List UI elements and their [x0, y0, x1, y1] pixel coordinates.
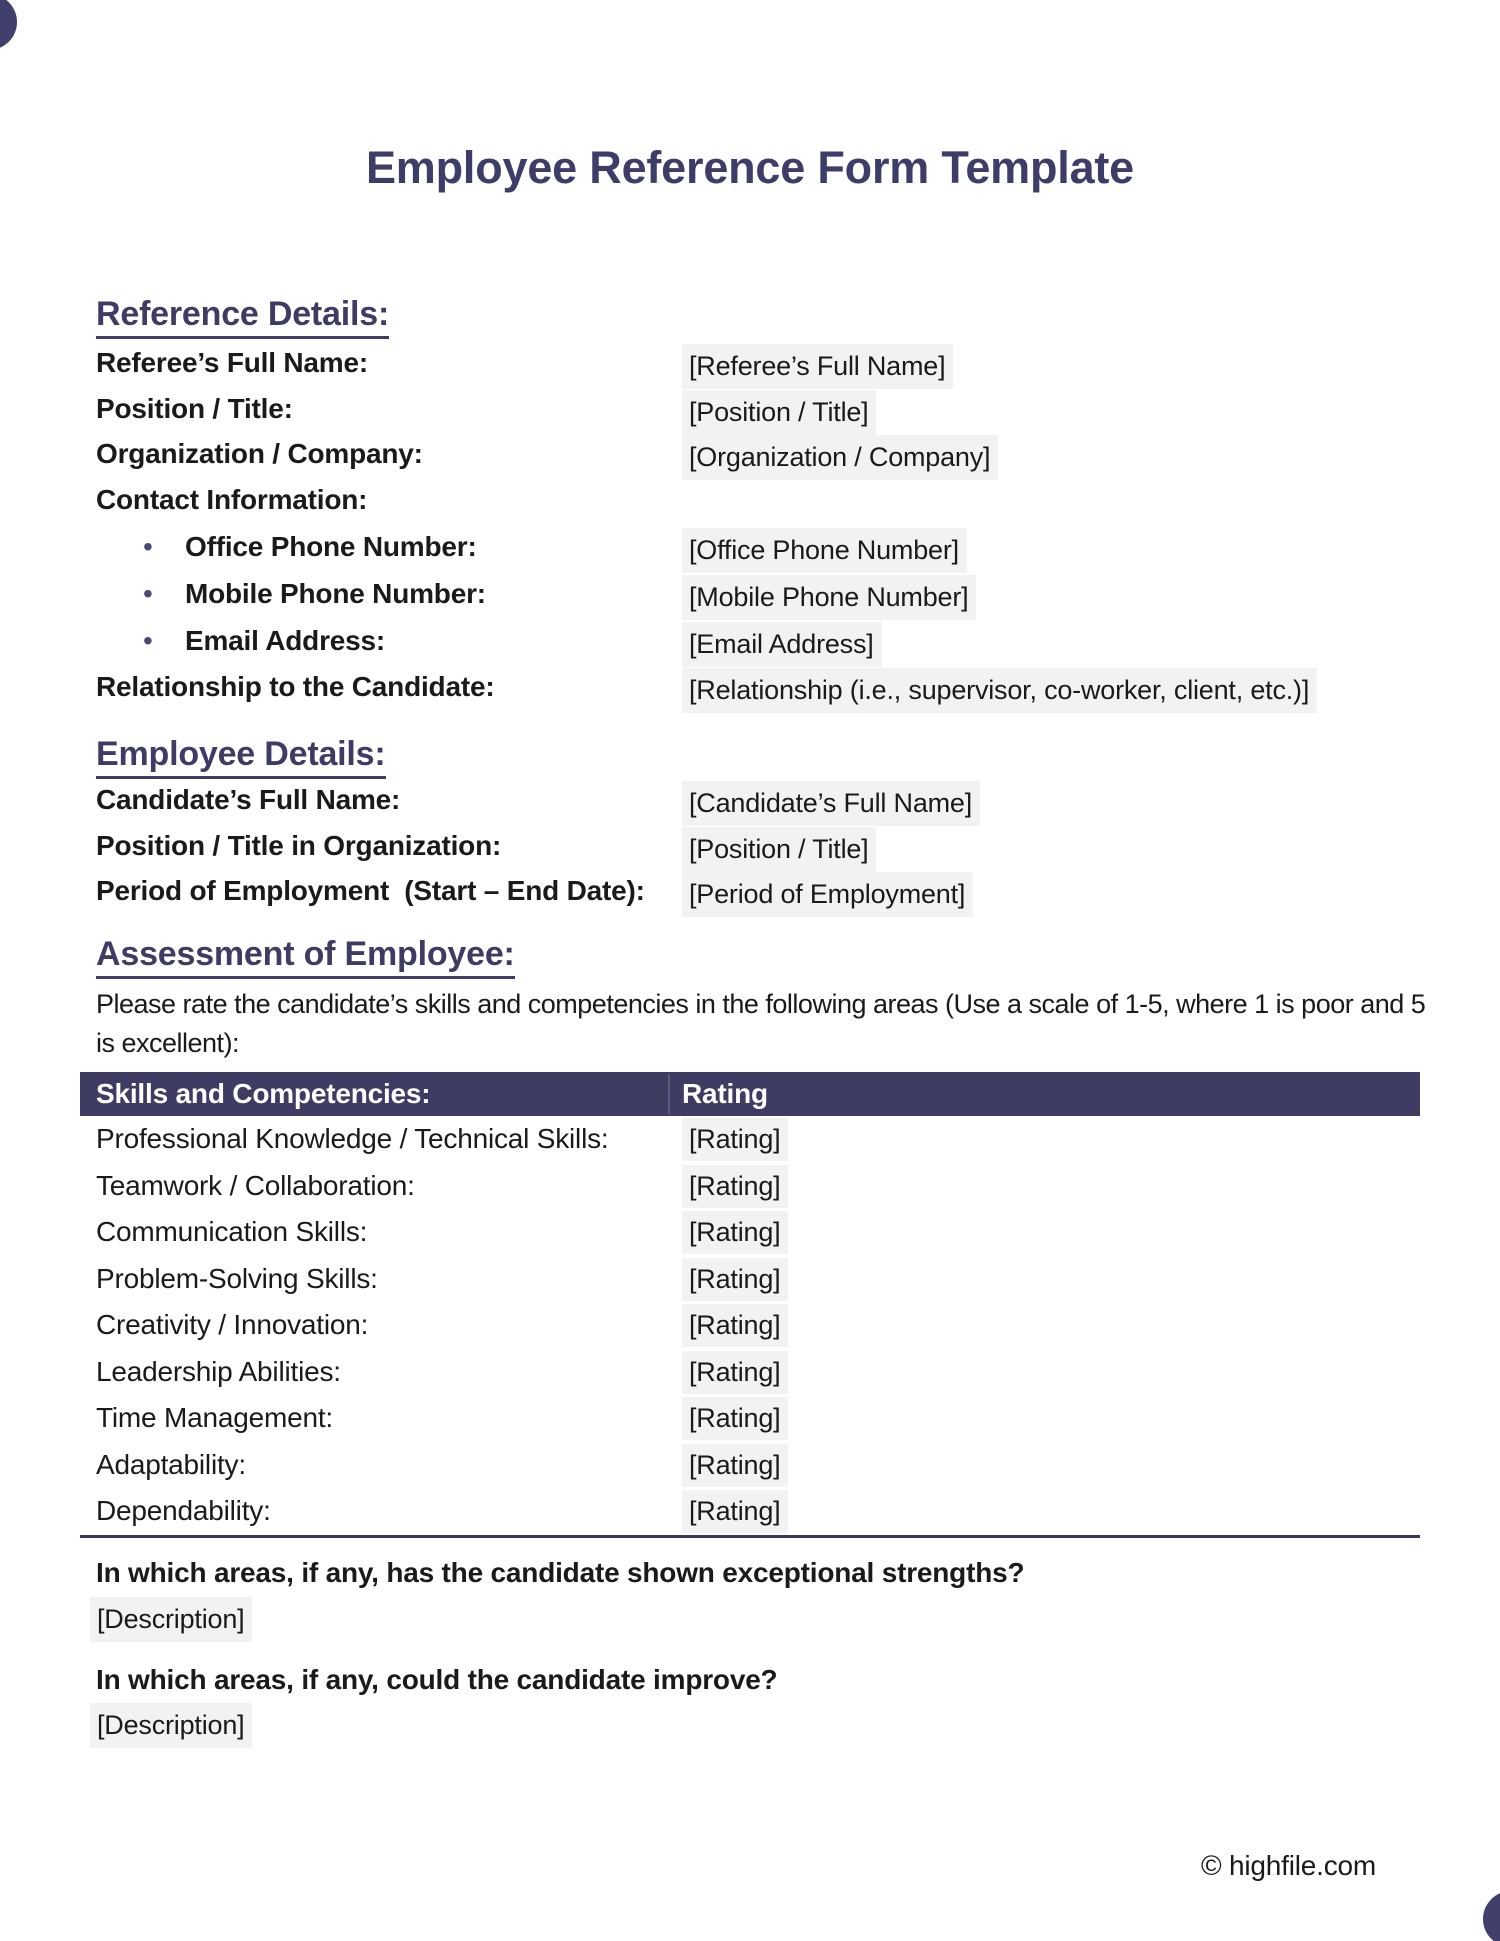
- description-placeholder[interactable]: [Description]: [90, 1597, 252, 1642]
- skill-label: Professional Knowledge / Technical Skills:: [96, 1123, 609, 1154]
- field-row-mobile-phone: [96, 575, 1440, 613]
- relationship-placeholder[interactable]: [Relationship (i.e., supervisor, co-worker, client, etc.)]: [682, 668, 1317, 713]
- rating-placeholder[interactable]: [Rating]: [682, 1258, 788, 1301]
- rating-placeholder[interactable]: [Rating]: [682, 1118, 788, 1161]
- rating-placeholder[interactable]: [Rating]: [682, 1351, 788, 1394]
- employment-period-placeholder[interactable]: [Period of Employment]: [682, 872, 973, 917]
- field-row-candidate-position: [96, 827, 1440, 865]
- rating-placeholder[interactable]: [Rating]: [682, 1211, 788, 1254]
- rating-placeholder[interactable]: [Rating]: [682, 1490, 788, 1533]
- copyright-credit: © highfile.com: [1200, 1850, 1376, 1881]
- bullet-icon: •: [143, 625, 153, 656]
- referee-name-placeholder[interactable]: [Referee’s Full Name]: [682, 344, 953, 389]
- skill-label: Adaptability:: [96, 1448, 246, 1480]
- candidate-name-placeholder[interactable]: [Candidate’s Full Name]: [682, 781, 980, 826]
- column-header-rating: Rating: [682, 1078, 768, 1109]
- field-row-organization: [96, 435, 1440, 473]
- rating-placeholder[interactable]: [Rating]: [682, 1165, 788, 1208]
- skill-label: Leadership Abilities:: [96, 1355, 341, 1387]
- table-header-row: [80, 1072, 1420, 1116]
- field-row-contact-information: [96, 481, 1440, 519]
- column-divider: [668, 1074, 670, 1114]
- table-row-leadership: [80, 1349, 1420, 1396]
- organization-placeholder[interactable]: [Organization / Company]: [682, 435, 998, 480]
- field-label: Period of Employment (Start – End Date):: [96, 875, 645, 906]
- field-label: Contact Information:: [96, 484, 368, 515]
- description-placeholder[interactable]: [Description]: [90, 1703, 252, 1748]
- corner-decoration-top-left: [0, 0, 17, 50]
- rating-placeholder[interactable]: [Rating]: [682, 1397, 788, 1440]
- bullet-icon: •: [143, 578, 153, 609]
- assessment-instructions: Please rate the candidate’s skills and competencies in the following areas (Use a scale of 1-5, where 1 is poor and 5 is excellent):: [96, 989, 1426, 1058]
- field-row-employment-period: [96, 872, 1440, 910]
- field-label: Position / Title in Organization:: [96, 830, 502, 861]
- question-candidate-improve: In which areas, if any, could the candidate improve?: [96, 1664, 778, 1695]
- field-label: Relationship to the Candidate:: [96, 671, 495, 702]
- mobile-phone-placeholder[interactable]: [Mobile Phone Number]: [682, 575, 976, 620]
- table-row-communication: [80, 1209, 1420, 1256]
- skills-rating-table: [80, 1072, 1420, 1538]
- answer-row: [90, 1703, 252, 1748]
- field-label: Candidate’s Full Name:: [96, 784, 401, 815]
- table-row-time-management: [80, 1395, 1420, 1442]
- field-row-email-address: [96, 622, 1440, 660]
- field-row-referee-name: [96, 344, 1440, 382]
- bullet-icon: •: [143, 531, 153, 562]
- field-row-position-title: [96, 390, 1440, 428]
- candidate-position-placeholder[interactable]: [Position / Title]: [682, 827, 876, 872]
- table-row-teamwork: [80, 1163, 1420, 1210]
- table-row-adaptability: [80, 1442, 1420, 1489]
- field-label: Email Address:: [185, 625, 386, 656]
- field-row-candidate-name: [96, 781, 1440, 819]
- question-exceptional-strengths: In which areas, if any, has the candidate shown exceptional strengths?: [96, 1557, 1025, 1588]
- field-row-office-phone: [96, 528, 1440, 566]
- skill-label: Problem-Solving Skills:: [96, 1262, 378, 1294]
- rating-placeholder[interactable]: [Rating]: [682, 1444, 788, 1487]
- table-row-creativity: [80, 1302, 1420, 1349]
- skill-label: Communication Skills:: [96, 1216, 368, 1247]
- column-header-skills: Skills and Competencies:: [96, 1078, 431, 1109]
- table-row-dependability: [80, 1488, 1420, 1535]
- page-title: Employee Reference Form Template: [365, 142, 1135, 193]
- answer-row: [90, 1597, 252, 1642]
- table-row-professional-knowledge: [80, 1116, 1420, 1163]
- skill-label: Teamwork / Collaboration:: [96, 1169, 415, 1201]
- table-row-problem-solving: [80, 1256, 1420, 1303]
- skill-label: Creativity / Innovation:: [96, 1309, 369, 1340]
- field-label: Organization / Company:: [96, 438, 423, 469]
- field-label: Position / Title:: [96, 393, 293, 424]
- position-title-placeholder[interactable]: [Position / Title]: [682, 390, 876, 435]
- corner-decoration-bottom-right: [1483, 1891, 1500, 1941]
- field-label: Mobile Phone Number:: [185, 578, 486, 609]
- field-row-relationship: [96, 668, 1440, 706]
- rating-placeholder[interactable]: [Rating]: [682, 1304, 788, 1347]
- field-label: Referee’s Full Name:: [96, 347, 368, 378]
- section-heading-reference-details: Reference Details:: [96, 294, 389, 339]
- office-phone-placeholder[interactable]: [Office Phone Number]: [682, 528, 967, 573]
- skill-label: Time Management:: [96, 1402, 333, 1433]
- skill-label: Dependability:: [96, 1495, 271, 1526]
- email-address-placeholder[interactable]: [Email Address]: [682, 622, 882, 667]
- section-heading-employee-details: Employee Details:: [96, 734, 386, 779]
- section-heading-assessment: Assessment of Employee:: [96, 934, 515, 979]
- field-label: Office Phone Number:: [185, 531, 477, 562]
